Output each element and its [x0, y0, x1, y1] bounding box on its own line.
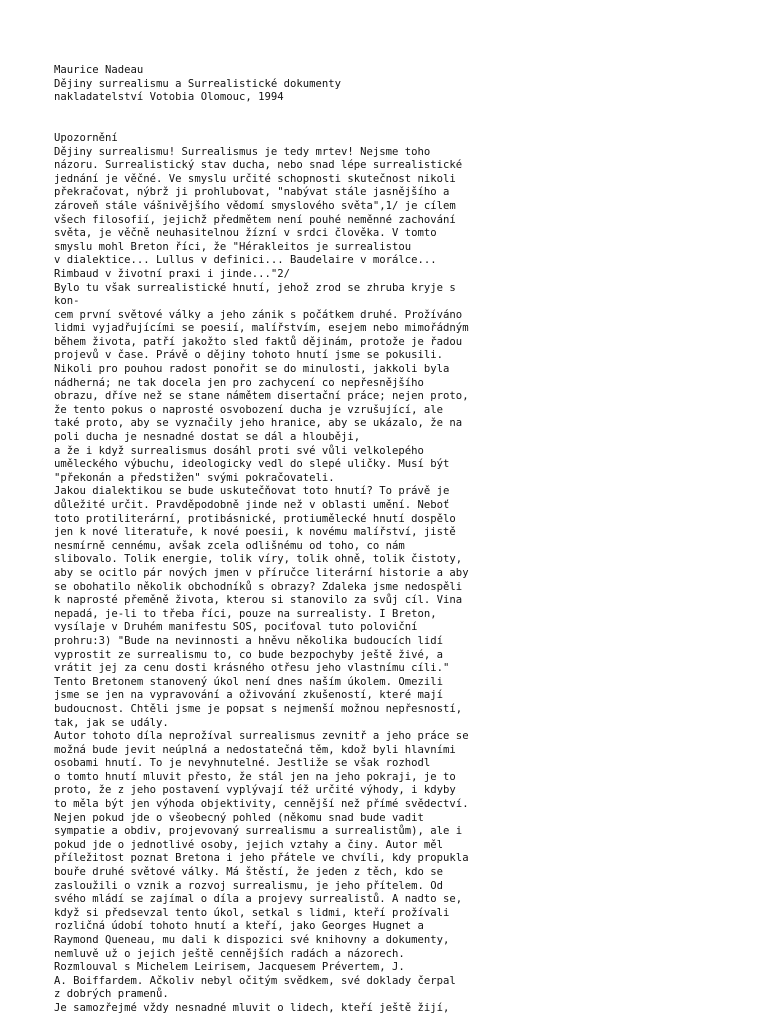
text-line: že tento pokus o naprosté osvobození ducha je vzrušující, ale [54, 403, 444, 416]
text-line: zasloužili o vznik a rozvoj surrealismu, je jeho přítelem. Od [54, 879, 444, 892]
text-line: A. Boiffardem. Ačkoliv nebyl očitým svědkem, své doklady čerpal [54, 974, 456, 987]
text-line: během života, patří jakožto sled faktů dějinám, protože je řadou [54, 335, 463, 348]
text-line: Autor tohoto díla neprožíval surrealismus zevnitř a jeho práce se [54, 730, 469, 743]
text-line: sympatie a obdiv, projevovaný surrealismu a surrealistům), ale i [54, 825, 463, 838]
text-line: když si předsevzal tento úkol, setkal s lidmi, kteří prožívali [54, 906, 450, 919]
text-line: lidmi vyjadřujícími se poesií, malířstvím, esejem nebo mimořádným [54, 322, 469, 335]
text-line: svého mládí se zajímal o díla a projevy surrealistů. A nadto se, [54, 893, 463, 906]
text-line: smyslu mohl Breton říci, že "Hérakleitos je surrealistou [54, 240, 412, 253]
text-line: jednání je věčné. Ve smyslu určité schopnosti skutečnost nikoli [54, 172, 456, 185]
text-line: jsme se jen na vypravování a oživování zkušeností, které mají [54, 689, 444, 702]
author-line: Maurice Nadeau [54, 64, 144, 76]
text-line: k naprosté přeměně života, kterou si stanovilo za svůj cíl. Vina [54, 594, 463, 607]
text-line: Rozmlouval s Michelem Leirisem, Jacquesem Prévertem, J. [54, 961, 405, 974]
text-line: Dějiny surrealismu! Surrealismus je tedy mrtev! Nejsme toho [54, 145, 431, 158]
text-line: možná bude jevit neúplná a nedostatečná těm, kdož byli hlavními [54, 743, 456, 756]
section-heading: Upozornění [54, 131, 118, 144]
text-line: osobami hnutí. To je nevyhnutelné. Jestliže se však rozhodl [54, 757, 431, 770]
text-line: názoru. Surrealistický stav ducha, nebo snad lépe surrealistické [54, 159, 463, 172]
text-line: o tomto hnutí mluvit přesto, že stál jen na jeho pokraji, je to [54, 770, 456, 783]
text-line: Rimbaud v životní praxi i jinde..."2/ [54, 267, 290, 280]
text-line: Nikoli pro pouhou radost ponořit se do minulosti, jakkoli byla [54, 363, 450, 376]
text-line: nemluvě už o jejich ještě cennějších radách a názorech. [54, 947, 405, 960]
text-line: důležité určit. Pravděpodobně jinde než v oblasti umění. Neboť [54, 499, 450, 511]
text-line: rozličná údobí tohoto hnutí a kteří, jako Georges Hugnet a [54, 920, 424, 933]
text-line: z dobrých pramenů. [54, 988, 169, 1001]
text-line: cem první světové války a jeho zánik s počátkem druhé. Prožíváno [54, 308, 463, 321]
text-line: Raymond Queneau, mu dali k dispozici své knihovny a dokumenty, [54, 934, 450, 946]
text-line: překračovat, nýbrž ji prohlubovat, "nabývat stále jasnějšího a [54, 186, 450, 199]
text-line: poli ducha je nesnadné dostat se dál a hlouběji, [54, 431, 361, 444]
text-line: Tento Bretonem stanovený úkol není dnes naším úkolem. Omezili [54, 675, 444, 688]
text-line: vyprostit ze surrealismu to, co bude bezpochyby ještě živé, a [54, 648, 444, 661]
text-line: budoucnost. Chtěli jsme je popsat s nejmenší možnou nepřesností, [54, 702, 463, 715]
text-line: aby se ocitlo pár nových jmen v příručce literární historie a aby [54, 566, 469, 579]
text-line: příležitost poznat Bretona i jeho přátele ve chvíli, kdy propukla [54, 852, 469, 865]
text-line: Bylo tu však surrealistické hnutí, jehož zrod se zhruba kryje s [54, 281, 456, 294]
text-line: uměleckého výbuchu, ideologicky vedl do slepé uličky. Musí být [54, 458, 450, 471]
text-line: vrátit jej za cenu dosti krásného otřesu jeho vlastnímu cíli." [54, 662, 450, 675]
text-line: obrazu, dříve než se stane námětem disertační práce; nejen proto, [54, 390, 469, 403]
text-line: toto protiliterární, protibásnické, protiumělecké hnutí dospělo [54, 512, 456, 525]
text-line: také proto, aby se vyznačily jeho hranice, aby se ukázalo, že na [54, 417, 463, 430]
text-line: světa, je věčně neuhasitelnou žízní v srdci člověka. V tomto [54, 227, 437, 240]
text-line: jen k nové literatuře, k nové poesii, k novému malířství, jistě [54, 526, 456, 539]
text-line: vysílaje v Druhém manifestu SOS, pociťoval tuto poloviční [54, 621, 418, 634]
publisher-line: nakladatelství Votobia Olomouc, 1994 [54, 91, 284, 104]
text-line: zároveň stále vášnivějšího vědomí smyslového světa",1/ je cílem [54, 199, 456, 212]
text-line: slibovalo. Tolik energie, tolik víry, tolik ohně, tolik čistoty, [54, 553, 463, 566]
text-line: nádherná; ne tak docela jen pro zachycení co nepřesnějšího [54, 376, 424, 389]
header-gap [54, 105, 754, 132]
text-line: to měla být jen výhoda objektivity, cennější než přímé svědectví. [54, 798, 469, 811]
text-line: kon- [54, 295, 80, 308]
text-line: nesmírně cennému, avšak zcela odlišnému od toho, co nám [54, 539, 405, 552]
text-line: se obohatilo několik obchodníků s obrazy? Zdaleka jsme nedospěli [54, 580, 463, 593]
text-line: Je samozřejmé vždy nesnadné mluvit o lidech, kteří ještě žijí, [54, 1001, 450, 1014]
text-line: "překonán a předstižen" svými pokračovateli. [54, 471, 335, 484]
text-line: všech filosofií, jejichž předmětem není pouhé neměnné zachování [54, 213, 456, 226]
text-line: proto, že z jeho postavení vyplývají též určité výhody, i kdyby [54, 784, 456, 797]
title-line: Dějiny surrealismu a Surrealistické dokumenty [54, 77, 342, 90]
text-line: tak, jak se udály. [54, 716, 169, 729]
text-line: bouře druhé světové války. Má štěstí, že jeden z těch, kdo se [54, 866, 444, 879]
text-line: Nejen pokud jde o všeobecný pohled (někomu snad bude vadit [54, 811, 424, 824]
text-line: pokud jde o jednotlivé osoby, jejich vztahy a činy. Autor měl [54, 838, 444, 851]
document-header [54, 64, 754, 105]
text-line: a že i když surrealismus dosáhl proti své vůli velkolepého [54, 444, 424, 457]
text-line: prohru:3) "Bude na nevinnosti a hněvu několika budoucích lidí [54, 634, 444, 647]
document-page [54, 64, 754, 1016]
text-line: Jakou dialektikou se bude uskutečňovat toto hnutí? To právě je [54, 485, 450, 498]
text-line: projevů v čase. Právě o dějiny tohoto hnutí jsme se pokusili. [54, 349, 444, 362]
text-line: v dialektice... Lullus v definici... Baudelaire v morálce... [54, 254, 437, 267]
document-body [54, 132, 754, 1016]
text-line: nepadá, je-li to třeba říci, pouze na surrealisty. I Breton, [54, 607, 437, 620]
